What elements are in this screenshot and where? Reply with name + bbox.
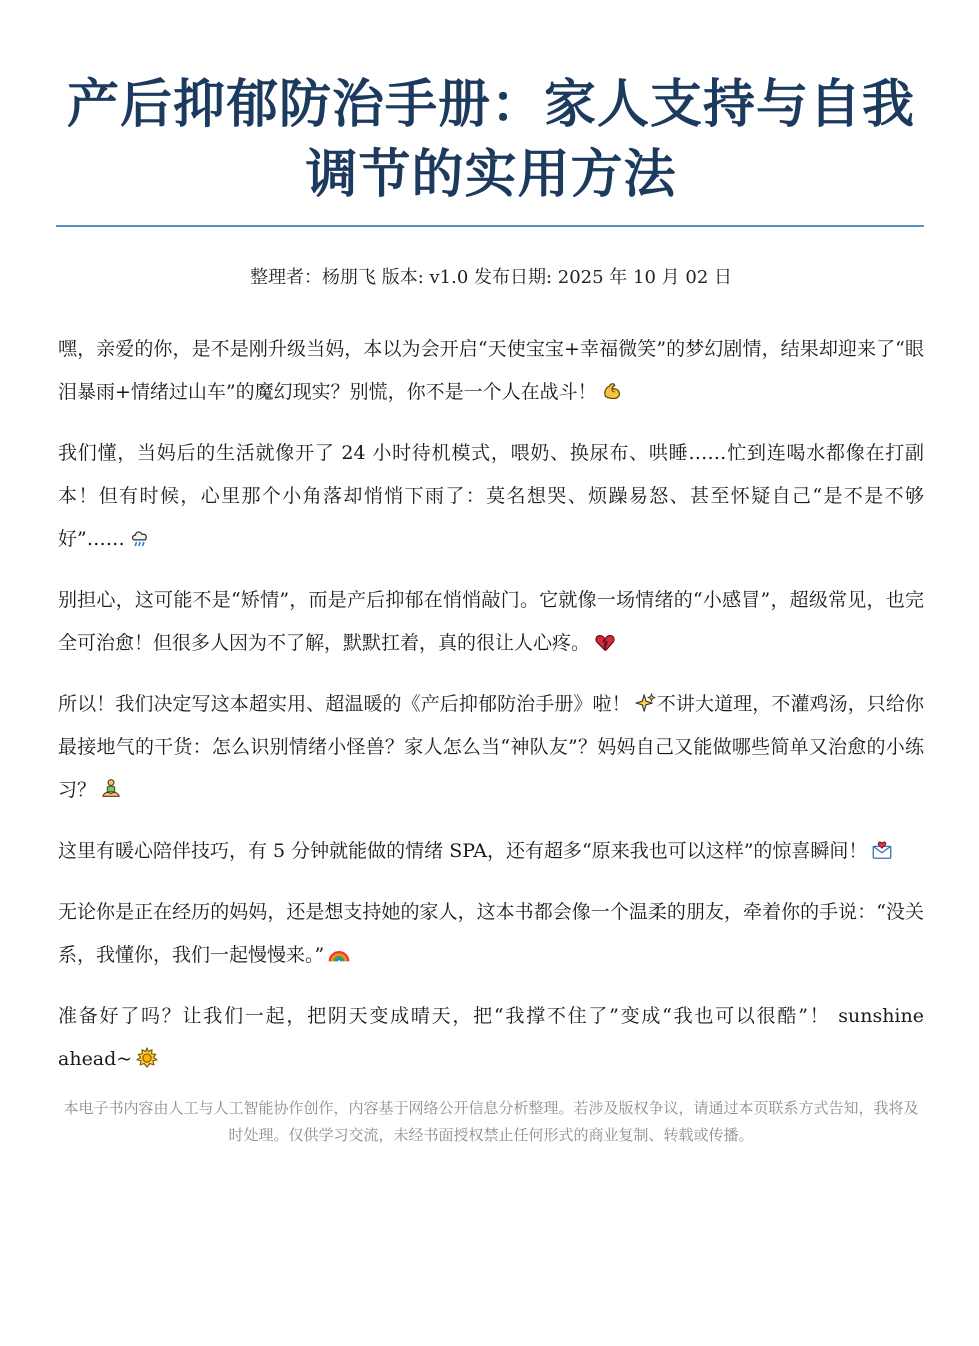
intro-paragraph-4 <box>58 683 924 812</box>
paragraph-text: 准备好了吗？让我们一起，把阴天变成晴天，把“我撑不住了”变成“我也可以很酷”！ sunshine ahead~ <box>58 1005 924 1070</box>
copyright-disclaimer: 本电子书内容由人工与人工智能协作创作，内容基于网络公开信息分析整理。若涉及版权争议，请通过本页联系方式告知，我将及时处理。仅供学习交流，未经书面授权禁止任何形式的商业复制、转载或传播。 <box>63 1099 919 1144</box>
intro-paragraph-2 <box>58 432 924 561</box>
meditation-icon <box>100 778 122 800</box>
page-title: 产后抑郁防治手册：家人支持与自我调节的实用方法 <box>66 75 915 205</box>
rain-cloud-icon <box>129 527 151 549</box>
sparkles-icon <box>635 692 657 714</box>
flexed-biceps-icon <box>601 380 623 402</box>
intro-paragraph-6 <box>58 891 924 977</box>
paragraph-text: 这里有暖心陪伴技巧，有 5 分钟就能做的情绪 SPA，还有超多“原来我也可以这样”的惊喜瞬间！ <box>58 840 868 862</box>
paragraph-text: 所以！我们决定写这本超实用、超温暖的《产后抑郁防治手册》啦！ <box>58 693 631 715</box>
intro-paragraph-1 <box>58 328 924 414</box>
broken-heart-icon <box>594 631 616 653</box>
sun-icon <box>136 1047 158 1069</box>
paragraph-text: 嘿，亲爱的你，是不是刚升级当妈，本以为会开启“天使宝宝+幸福微笑”的梦幻剧情，结果却迎来了“眼泪暴雨+情绪过山车”的魔幻现实？别慌，你不是一个人在战斗！ <box>58 338 924 403</box>
title-divider <box>56 225 924 227</box>
rainbow-icon <box>328 943 350 965</box>
paragraph-text: 别担心，这可能不是“矫情”，而是产后抑郁在悄悄敲门。它就像一场情绪的“小感冒”，超级常见，也完全可治愈！但很多人因为不了解，默默扛着，真的很让人心疼。 <box>58 589 924 654</box>
intro-paragraph-7 <box>58 995 924 1081</box>
paragraph-text: 我们懂，当妈后的生活就像开了 24 小时待机模式，喂奶、换尿布、哄睡……忙到连喝水都像在打副本！但有时候，心里那个小角落却悄悄下雨了：莫名想哭、烦躁易怒、甚至怀疑自己“是不是不够好”…… <box>58 442 924 550</box>
paragraph-text: 无论你是正在经历的妈妈，还是想支持她的家人，这本书都会像一个温柔的朋友，牵着你的手说：“没关系，我懂你，我们一起慢慢来。” <box>58 901 924 966</box>
intro-paragraph-5 <box>58 830 924 873</box>
document-page <box>58 0 924 1149</box>
paragraph-text-continued: 不讲大道理，不灌鸡汤，只给你最接地气的干货：怎么识别情绪小怪兽？家人怎么当“神队友”？妈妈自己又能做哪些简单又治愈的小练习？ <box>58 693 924 801</box>
intro-paragraph-3 <box>58 579 924 665</box>
love-letter-icon <box>871 839 893 861</box>
document-meta: 整理者：杨朋飞 版本: v1.0 发布日期: 2025 年 10 月 02 日 <box>249 267 733 288</box>
